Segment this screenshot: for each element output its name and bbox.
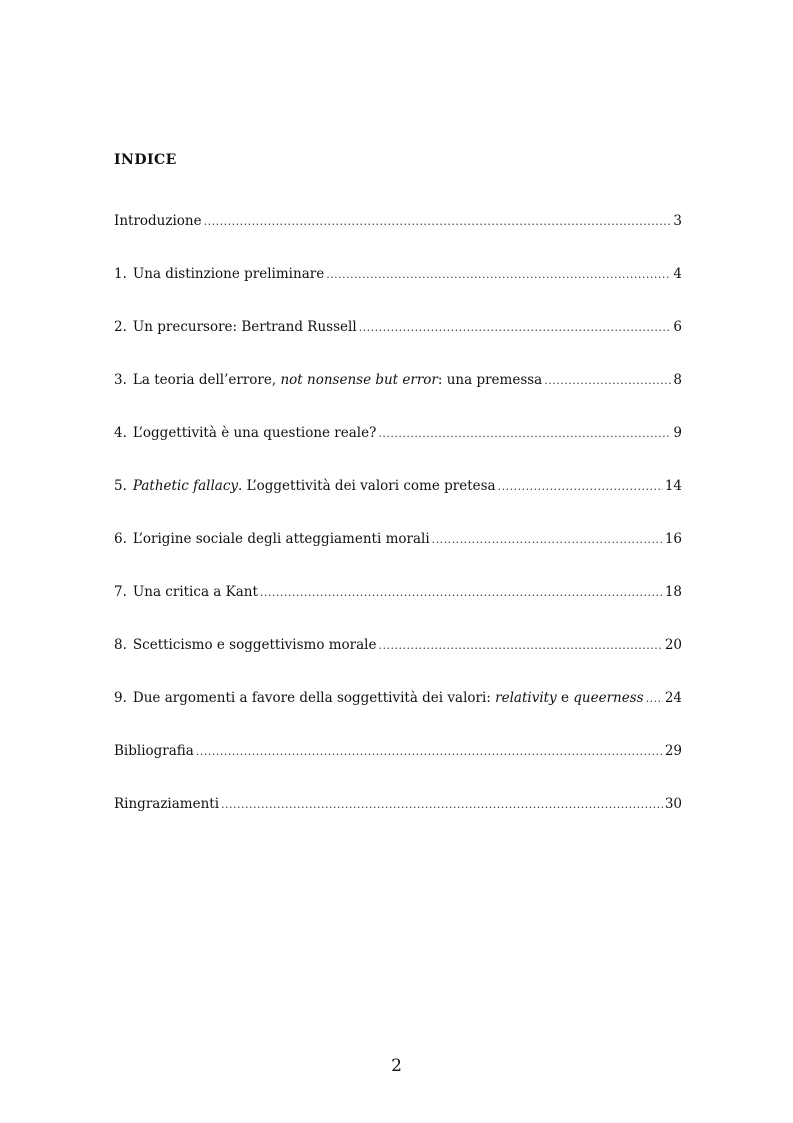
dot-leader [204,212,672,232]
toc-entry-number: 8. [114,637,127,653]
title-text: e [556,690,574,706]
toc-entry-title: Ringraziamenti [114,796,220,812]
dot-leader [326,265,671,285]
dot-leader [359,318,672,338]
toc-entry-number: 3. [114,372,127,388]
table-of-contents [114,211,682,847]
toc-entry-page: 14 [664,478,682,494]
toc-entry-9[interactable] [114,688,682,741]
toc-entry-title [133,264,324,284]
toc-entry-4[interactable] [114,423,682,476]
dot-leader [544,371,671,391]
toc-entry-page: 29 [664,743,682,759]
toc-entry-page: 24 [664,690,682,706]
title-text: Due argomenti a favore della soggettività dei valori: [132,690,496,706]
toc-entry-title [133,423,376,443]
toc-entry-page: 3 [673,213,682,229]
toc-entry-1[interactable] [114,264,682,317]
toc-entry-title: Introduzione [114,213,202,229]
title-text: L’origine sociale degli atteggiamenti morali [132,531,430,547]
title-text: Una critica a Kant [132,584,258,600]
title-italic-text: not nonsense but error [280,372,438,388]
dot-leader [646,689,663,709]
toc-entry-page: 4 [673,266,682,282]
toc-entry-7[interactable] [114,582,682,635]
title-text: Scetticismo e soggettivismo morale [132,637,377,653]
dot-leader [498,477,663,497]
toc-entry-page: 18 [664,584,682,600]
toc-entry-introduzione[interactable] [114,211,682,264]
toc-entry-title [133,529,430,549]
title-text: Un precursore: Bertrand Russell [132,319,357,335]
title-text: L’oggettività è una questione reale? [132,425,377,441]
toc-entry-title [133,688,644,708]
toc-entry-number: 6. [114,531,127,547]
toc-entry-page: 8 [673,372,682,388]
toc-entry-title [133,582,258,602]
title-italic-text: Pathetic fallacy [132,478,239,494]
toc-entry-number: 2. [114,319,127,335]
toc-entry-bibliografia[interactable] [114,741,682,794]
title-italic-text: relativity [495,690,557,706]
toc-entry-number: 1. [114,266,127,282]
toc-entry-5[interactable] [114,476,682,529]
toc-heading: INDICE [114,152,177,168]
dot-leader [221,795,663,815]
dot-leader [432,530,663,550]
dot-leader [378,424,671,444]
toc-entry-page: 30 [664,796,682,812]
dot-leader [379,636,663,656]
toc-entry-page: 20 [664,637,682,653]
page-number: 2 [391,1056,402,1076]
toc-entry-number: 4. [114,425,127,441]
title-text: : una premessa [437,372,543,388]
toc-entry-title [133,635,377,655]
title-text: Una distinzione preliminare [132,266,325,282]
title-text: La teoria dell’errore, [132,372,281,388]
toc-entry-6[interactable] [114,529,682,582]
toc-entry-title [133,317,357,337]
toc-entry-number: 5. [114,478,127,494]
title-text: . L’oggettività dei valori come pretesa [238,478,496,494]
dot-leader [196,742,663,762]
toc-entry-title: Bibliografia [114,743,194,759]
toc-entry-2[interactable] [114,317,682,370]
toc-entry-number: 7. [114,584,127,600]
toc-entry-ringraziamenti[interactable] [114,794,682,847]
toc-entry-number: 9. [114,690,127,706]
toc-entry-page: 6 [673,319,682,335]
toc-entry-page: 9 [673,425,682,441]
dot-leader [260,583,663,603]
title-italic-text: queerness [573,690,644,706]
toc-entry-8[interactable] [114,635,682,688]
toc-entry-title [133,476,496,496]
toc-entry-title [133,370,542,390]
toc-entry-3[interactable] [114,370,682,423]
toc-entry-page: 16 [664,531,682,547]
